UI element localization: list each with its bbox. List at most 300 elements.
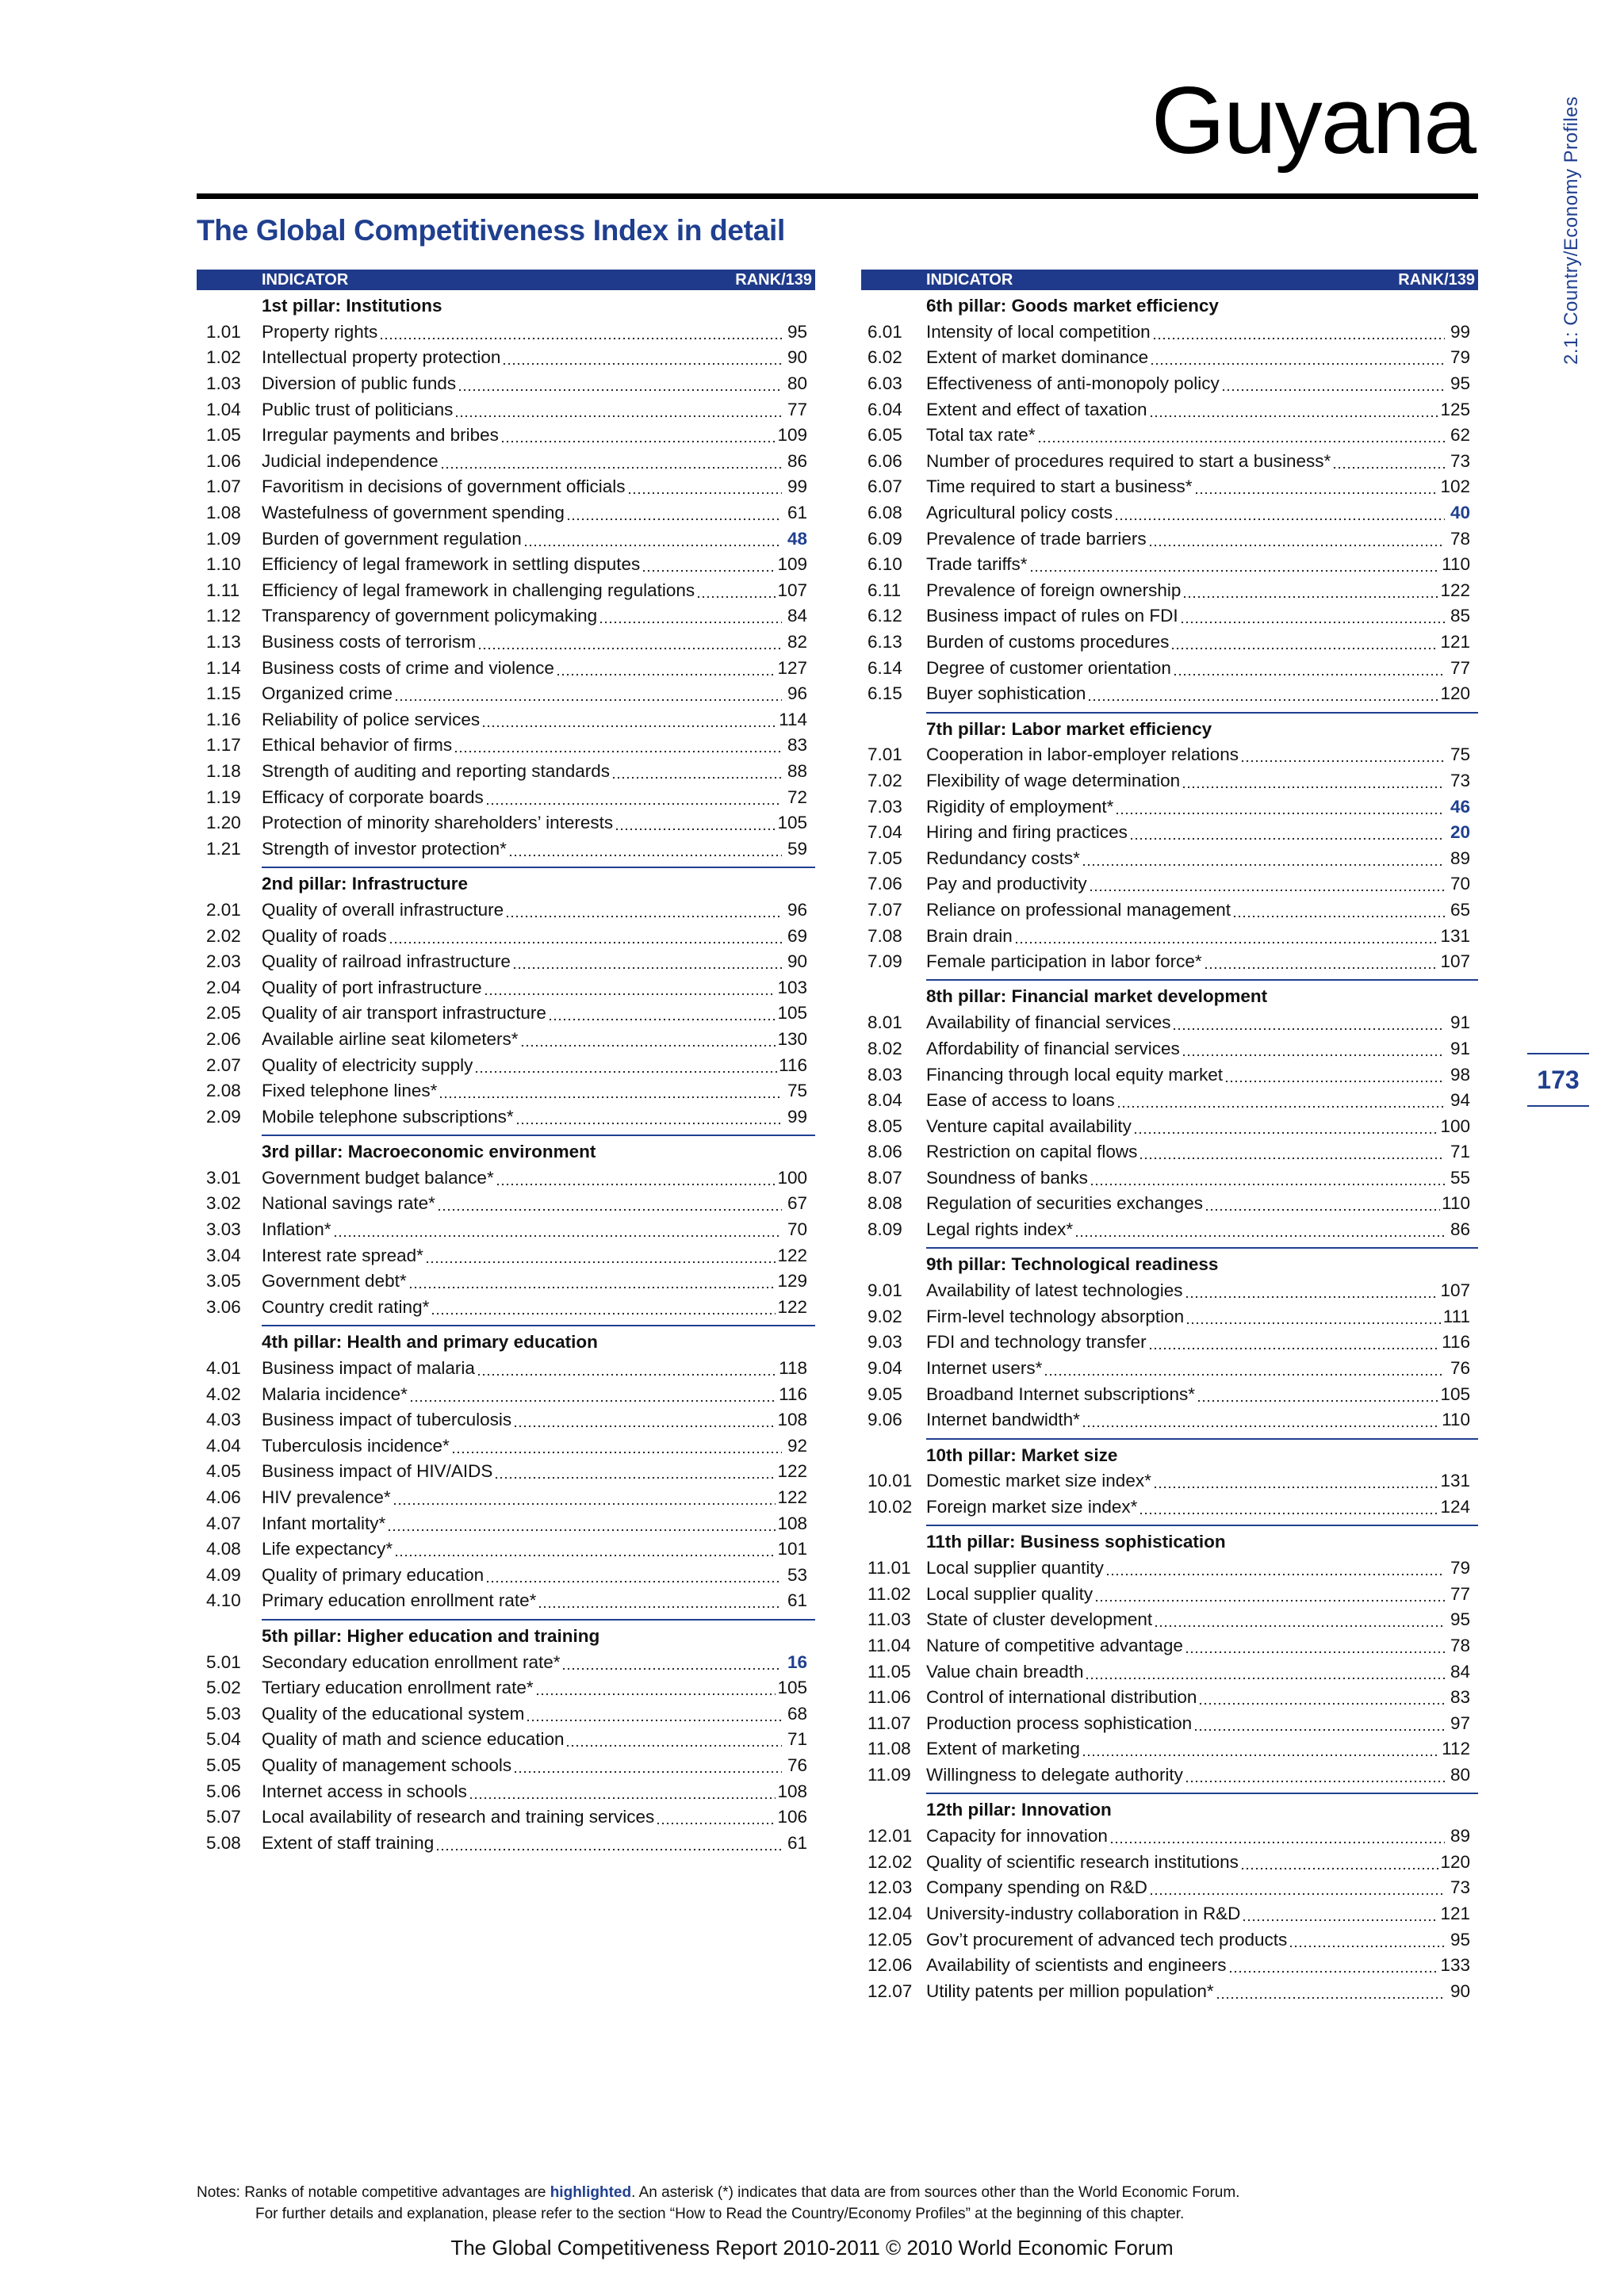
indicator-number: 6.12 bbox=[868, 606, 902, 626]
indicator-row bbox=[197, 578, 815, 604]
indicator-row bbox=[197, 1701, 815, 1727]
indicator-label: Quality of air transport infrastructure bbox=[262, 1003, 546, 1024]
pillar-separator bbox=[262, 1619, 815, 1621]
indicator-rank: 121 bbox=[1440, 632, 1470, 652]
indicator-rank: 59 bbox=[787, 838, 807, 859]
indicator-label: Protection of minority shareholders’ interests bbox=[262, 813, 614, 833]
indicator-number: 7.09 bbox=[868, 951, 902, 972]
section-title: The Global Competitiveness Index in detail bbox=[197, 214, 785, 247]
indicator-number: 10.01 bbox=[868, 1471, 913, 1491]
indicator-rank: 86 bbox=[787, 450, 807, 471]
indicator-number: 12.06 bbox=[868, 1955, 913, 1976]
indicator-rank: 114 bbox=[779, 709, 807, 729]
dot-leader bbox=[538, 1592, 782, 1609]
pillar-title: 11th pillar: Business sophistication bbox=[926, 1532, 1226, 1552]
indicator-rank: 131 bbox=[1440, 1471, 1470, 1491]
indicator-label: Prevalence of trade barriers bbox=[926, 528, 1147, 549]
indicator-row bbox=[197, 1407, 815, 1433]
indicator-label: Time required to start a business* bbox=[926, 476, 1193, 497]
country-title: Guyana bbox=[1151, 67, 1475, 174]
indicator-number: 11.02 bbox=[868, 1583, 911, 1604]
dot-leader bbox=[440, 453, 782, 470]
indicator-row bbox=[197, 759, 815, 785]
dot-leader bbox=[439, 1082, 782, 1100]
indicator-label: Capacity for innovation bbox=[926, 1826, 1108, 1846]
indicator-rank: 110 bbox=[1442, 1410, 1470, 1430]
indicator-row bbox=[197, 1165, 815, 1192]
indicator-row bbox=[197, 1242, 815, 1269]
indicator-row bbox=[197, 474, 815, 500]
pillar-separator bbox=[262, 867, 815, 868]
indicator-row bbox=[861, 845, 1478, 871]
indicator-rank: 107 bbox=[777, 580, 807, 600]
dot-leader bbox=[1172, 1014, 1445, 1031]
indicator-label: Diversion of public funds bbox=[262, 373, 457, 394]
indicator-row bbox=[861, 1556, 1478, 1582]
indicator-rank: 101 bbox=[777, 1539, 807, 1559]
side-section-label bbox=[1556, 95, 1588, 365]
indicator-row bbox=[861, 1088, 1478, 1114]
indicator-label: Reliance on professional management bbox=[926, 899, 1231, 920]
notes-line1-rest: . An asterisk (*) indicates that data are from sources other than the World Economic Forum. bbox=[631, 2184, 1240, 2201]
indicator-rank: 120 bbox=[1440, 1851, 1470, 1872]
indicator-row bbox=[861, 603, 1478, 629]
indicator-row bbox=[197, 1675, 815, 1701]
indicator-label: Financing through local equity market bbox=[926, 1064, 1223, 1085]
indicator-rank: 61 bbox=[787, 503, 807, 523]
indicator-number: 6.13 bbox=[868, 632, 902, 652]
indicator-number: 3.06 bbox=[206, 1296, 241, 1317]
indicator-number: 7.05 bbox=[868, 848, 902, 868]
indicator-label: Intellectual property protection bbox=[262, 347, 501, 368]
dot-leader bbox=[1074, 1221, 1445, 1238]
indicator-row bbox=[861, 1875, 1478, 1901]
indicator-label: Effectiveness of anti-monopoly policy bbox=[926, 373, 1220, 394]
indicator-rank-highlighted: 48 bbox=[787, 528, 807, 549]
indicator-label: Inflation* bbox=[262, 1219, 331, 1240]
indicator-label: Nature of competitive advantage bbox=[926, 1635, 1183, 1655]
indicator-rank: 90 bbox=[787, 951, 807, 972]
indicator-row bbox=[861, 1278, 1478, 1304]
indicator-label: Interest rate spread* bbox=[262, 1245, 423, 1265]
indicator-label: Quality of math and science education bbox=[262, 1729, 565, 1750]
indicator-label: Willingness to delegate authority bbox=[926, 1764, 1183, 1785]
indicator-rank: 116 bbox=[779, 1054, 807, 1075]
indicator-rank: 84 bbox=[1450, 1661, 1470, 1682]
indicator-number: 5.05 bbox=[206, 1755, 241, 1775]
dot-leader bbox=[1185, 1282, 1439, 1299]
indicator-row bbox=[861, 1927, 1478, 1953]
indicator-row bbox=[861, 1710, 1478, 1736]
indicator-rank: 83 bbox=[1450, 1687, 1470, 1708]
indicator-number: 6.05 bbox=[868, 425, 902, 446]
indicator-row bbox=[197, 1381, 815, 1407]
indicator-number: 12.05 bbox=[868, 1929, 913, 1950]
indicator-rank: 102 bbox=[1440, 476, 1470, 497]
indicator-label: Availability of latest technologies bbox=[926, 1280, 1183, 1301]
dot-leader bbox=[379, 323, 782, 341]
indicator-rank: 130 bbox=[777, 1028, 807, 1049]
indicator-row bbox=[861, 742, 1478, 768]
dot-leader bbox=[481, 711, 777, 729]
dot-leader bbox=[394, 685, 782, 702]
indicator-label: Production process sophistication bbox=[926, 1712, 1193, 1733]
pillar-title: 1st pillar: Institutions bbox=[262, 296, 442, 316]
indicator-row bbox=[861, 923, 1478, 949]
dot-leader bbox=[1153, 1472, 1439, 1490]
dot-leader bbox=[1332, 453, 1445, 470]
indicator-rank: 129 bbox=[777, 1271, 807, 1292]
indicator-rank: 96 bbox=[787, 683, 807, 704]
indicator-number: 8.02 bbox=[868, 1038, 902, 1058]
dot-leader bbox=[333, 1221, 782, 1238]
pillar-title: 8th pillar: Financial market development bbox=[926, 986, 1268, 1007]
indicator-number: 9.03 bbox=[868, 1332, 902, 1353]
dot-leader bbox=[1240, 1854, 1439, 1871]
indicator-label: Brain drain bbox=[926, 925, 1013, 946]
indicator-number: 4.10 bbox=[206, 1590, 241, 1611]
indicator-rank: 109 bbox=[777, 425, 807, 446]
indicator-row bbox=[861, 655, 1478, 681]
indicator-row bbox=[197, 836, 815, 862]
indicator-row bbox=[197, 1001, 815, 1027]
indicator-rank: 55 bbox=[1450, 1167, 1470, 1188]
dot-leader bbox=[1089, 875, 1445, 893]
indicator-rank: 99 bbox=[1450, 321, 1470, 342]
indicator-row bbox=[861, 1468, 1478, 1494]
indicator-label: State of cluster development bbox=[926, 1609, 1153, 1630]
indicator-rank: 61 bbox=[787, 1590, 807, 1611]
indicator-number: 5.02 bbox=[206, 1678, 241, 1698]
dot-leader bbox=[458, 375, 782, 392]
indicator-number: 1.16 bbox=[206, 709, 241, 729]
indicator-row bbox=[197, 923, 815, 949]
indicator-number: 4.01 bbox=[206, 1358, 241, 1379]
indicator-row bbox=[197, 1830, 815, 1856]
indicator-number: 4.09 bbox=[206, 1564, 241, 1585]
indicator-label: Quality of scientific research institutions bbox=[926, 1851, 1239, 1872]
dot-leader bbox=[474, 1057, 777, 1074]
indicator-label: Fixed telephone lines* bbox=[262, 1081, 438, 1101]
indicator-label: Local supplier quantity bbox=[926, 1558, 1104, 1578]
indicator-number: 8.01 bbox=[868, 1012, 902, 1033]
indicator-row bbox=[197, 681, 815, 707]
indicator-number: 1.05 bbox=[206, 425, 241, 446]
dot-leader bbox=[1232, 901, 1445, 919]
indicator-label: Local supplier quality bbox=[926, 1583, 1094, 1604]
pillar-title: 5th pillar: Higher education and training bbox=[262, 1625, 600, 1646]
dot-leader bbox=[1185, 1766, 1445, 1784]
indicator-row bbox=[861, 1685, 1478, 1711]
indicator-row bbox=[861, 1494, 1478, 1521]
indicator-number: 6.06 bbox=[868, 450, 902, 471]
dot-leader bbox=[1152, 323, 1445, 341]
indicator-rank: 76 bbox=[1450, 1358, 1470, 1379]
indicator-label: Quality of railroad infrastructure bbox=[262, 951, 511, 972]
indicator-row bbox=[197, 1563, 815, 1589]
dot-leader bbox=[1129, 824, 1445, 841]
notes-prefix: Notes: Ranks of notable competitive advantages are bbox=[197, 2184, 550, 2201]
indicator-row bbox=[197, 345, 815, 371]
indicator-number: 12.03 bbox=[868, 1877, 913, 1898]
indicator-row bbox=[197, 655, 815, 681]
indicator-rank: 108 bbox=[777, 1410, 807, 1430]
dot-leader bbox=[611, 763, 782, 780]
indicator-rank: 94 bbox=[1450, 1090, 1470, 1111]
pillar-title: 12th pillar: Innovation bbox=[926, 1800, 1112, 1820]
indicator-label: Favoritism in decisions of government officials bbox=[262, 476, 626, 497]
indicator-label: Wastefulness of government spending bbox=[262, 503, 565, 523]
indicator-row bbox=[197, 1727, 815, 1753]
indicator-row bbox=[197, 1356, 815, 1382]
indicator-number: 6.01 bbox=[868, 321, 902, 342]
indicator-number: 2.02 bbox=[206, 925, 241, 946]
indicator-number: 1.15 bbox=[206, 683, 241, 704]
indicator-rank: 85 bbox=[1450, 606, 1470, 626]
dot-leader bbox=[1221, 375, 1445, 392]
indicator-label: Available airline seat kilometers* bbox=[262, 1028, 519, 1049]
indicator-row bbox=[861, 1217, 1478, 1243]
indicator-number: 7.07 bbox=[868, 899, 902, 920]
side-section-label-text: 2.1: Country/Economy Profiles bbox=[1561, 96, 1582, 365]
indicator-rank: 90 bbox=[1450, 1980, 1470, 2001]
pillar-separator bbox=[926, 1438, 1478, 1440]
indicator-label: Legal rights index* bbox=[926, 1219, 1074, 1240]
indicator-rank: 127 bbox=[777, 657, 807, 678]
indicator-number: 1.14 bbox=[206, 657, 241, 678]
indicator-row bbox=[197, 974, 815, 1001]
indicator-row bbox=[861, 526, 1478, 552]
indicator-number: 1.11 bbox=[206, 580, 240, 600]
dot-leader bbox=[1115, 798, 1445, 816]
indicator-rank: 71 bbox=[1450, 1142, 1470, 1162]
indicator-label: Irregular payments and bribes bbox=[262, 425, 499, 446]
dot-leader bbox=[513, 1411, 776, 1429]
dot-leader bbox=[1216, 1983, 1445, 2000]
indicator-rank: 73 bbox=[1450, 450, 1470, 471]
indicator-number: 6.02 bbox=[868, 347, 902, 368]
indicator-label: Extent and effect of taxation bbox=[926, 399, 1147, 419]
indicator-label: Judicial independence bbox=[262, 450, 439, 471]
indicator-rank: 78 bbox=[1450, 528, 1470, 549]
indicator-rank: 98 bbox=[1450, 1064, 1470, 1085]
header-indicator: INDICATOR bbox=[926, 270, 1013, 289]
header-rank: RANK/139 bbox=[1398, 270, 1475, 289]
indicator-rank: 88 bbox=[787, 760, 807, 781]
indicator-number: 5.01 bbox=[206, 1651, 241, 1672]
indicator-rank: 62 bbox=[1450, 425, 1470, 446]
indicator-rank-highlighted: 40 bbox=[1450, 503, 1470, 523]
indicator-rank: 133 bbox=[1440, 1955, 1470, 1976]
indicator-rank: 121 bbox=[1440, 1903, 1470, 1923]
indicator-number: 8.06 bbox=[868, 1142, 902, 1162]
indicator-number: 12.01 bbox=[868, 1826, 913, 1846]
dot-leader bbox=[548, 1004, 776, 1022]
indicator-row bbox=[197, 784, 815, 810]
indicator-number: 4.05 bbox=[206, 1461, 241, 1482]
indicator-number: 2.08 bbox=[206, 1081, 241, 1101]
pillar-separator bbox=[262, 1325, 815, 1326]
indicator-label: Intensity of local competition bbox=[926, 321, 1151, 342]
indicator-rank: 100 bbox=[1440, 1115, 1470, 1136]
dot-leader bbox=[1087, 685, 1438, 702]
indicator-row bbox=[197, 1027, 815, 1053]
dot-leader bbox=[1105, 1559, 1445, 1577]
indicator-row bbox=[861, 1978, 1478, 2004]
indicator-number: 2.06 bbox=[206, 1028, 241, 1049]
footer: The Global Competitiveness Report 2010-2011 © 2010 World Economic Forum bbox=[450, 2236, 1174, 2260]
indicator-label: Total tax rate* bbox=[926, 425, 1036, 446]
indicator-label: Number of procedures required to start a business* bbox=[926, 450, 1331, 471]
indicator-row bbox=[197, 949, 815, 975]
indicator-rank: 110 bbox=[1442, 554, 1470, 575]
indicator-number: 8.07 bbox=[868, 1167, 902, 1188]
indicator-row bbox=[861, 1062, 1478, 1088]
indicator-label: Prevalence of foreign ownership bbox=[926, 580, 1182, 600]
indicator-rank: 118 bbox=[779, 1358, 807, 1379]
indicator-rank: 122 bbox=[777, 1296, 807, 1317]
dot-leader bbox=[520, 1031, 776, 1048]
indicator-rank: 103 bbox=[777, 977, 807, 997]
indicator-rank: 90 bbox=[787, 347, 807, 368]
dot-leader bbox=[1014, 928, 1439, 945]
indicator-rank: 110 bbox=[1442, 1193, 1470, 1214]
table-header-left bbox=[197, 270, 815, 290]
indicator-number: 8.09 bbox=[868, 1219, 902, 1240]
indicator-label: Efficiency of legal framework in challenging regulations bbox=[262, 580, 695, 600]
indicator-number: 7.04 bbox=[868, 822, 902, 843]
indicator-number: 8.05 bbox=[868, 1115, 902, 1136]
indicator-row bbox=[197, 423, 815, 449]
indicator-rank-highlighted: 16 bbox=[787, 1651, 807, 1672]
indicator-label: Value chain breadth bbox=[926, 1661, 1084, 1682]
indicator-row bbox=[197, 1536, 815, 1563]
indicator-label: Business impact of rules on FDI bbox=[926, 606, 1178, 626]
indicator-label: Extent of marketing bbox=[926, 1739, 1080, 1759]
indicator-row bbox=[861, 897, 1478, 924]
indicator-rank: 122 bbox=[777, 1245, 807, 1265]
dot-leader bbox=[1228, 1957, 1439, 1974]
indicator-label: Business costs of crime and violence bbox=[262, 657, 554, 678]
indicator-row bbox=[197, 371, 815, 397]
indicator-row bbox=[197, 897, 815, 924]
indicator-number: 11.09 bbox=[868, 1764, 911, 1785]
pillar-title: 4th pillar: Health and primary education bbox=[262, 1332, 598, 1353]
indicator-row bbox=[861, 1582, 1478, 1608]
dot-leader bbox=[1182, 772, 1445, 790]
dot-leader bbox=[565, 1731, 782, 1748]
indicator-rank: 79 bbox=[1450, 1558, 1470, 1578]
indicator-rank: 112 bbox=[1442, 1739, 1470, 1759]
dot-leader bbox=[556, 660, 776, 677]
indicator-number: 3.05 bbox=[206, 1271, 241, 1292]
indicator-number: 7.02 bbox=[868, 770, 902, 790]
pillar-title: 7th pillar: Labor market efficiency bbox=[926, 718, 1212, 739]
indicator-label: FDI and technology transfer bbox=[926, 1332, 1147, 1353]
indicator-label: Organized crime bbox=[262, 683, 393, 704]
notes bbox=[197, 2182, 1239, 2225]
indicator-rank: 72 bbox=[787, 786, 807, 807]
indicator-row bbox=[861, 1607, 1478, 1633]
dot-leader bbox=[1182, 582, 1438, 599]
indicator-row bbox=[197, 707, 815, 733]
indicator-row bbox=[197, 1295, 815, 1321]
indicator-row bbox=[197, 1510, 815, 1536]
indicator-row bbox=[197, 1191, 815, 1217]
dot-leader bbox=[1037, 427, 1445, 444]
indicator-number: 6.04 bbox=[868, 399, 902, 419]
indicator-number: 2.01 bbox=[206, 899, 241, 920]
dot-leader bbox=[1133, 1118, 1439, 1135]
indicator-row bbox=[861, 552, 1478, 578]
dot-leader bbox=[469, 1783, 776, 1800]
indicator-label: Business costs of terrorism bbox=[262, 632, 477, 652]
indicator-rank: 124 bbox=[1440, 1497, 1470, 1517]
dot-leader bbox=[1289, 1931, 1445, 1949]
dot-leader bbox=[642, 556, 776, 573]
indicator-row bbox=[861, 1356, 1478, 1382]
indicator-rank: 95 bbox=[1450, 373, 1470, 394]
indicator-label: Internet access in schools bbox=[262, 1781, 467, 1801]
dot-leader bbox=[1185, 1637, 1445, 1655]
indicator-row bbox=[197, 500, 815, 526]
indicator-label: Primary education enrollment rate* bbox=[262, 1590, 537, 1611]
indicator-label: Property rights bbox=[262, 321, 378, 342]
indicator-label: Restriction on capital flows bbox=[926, 1142, 1138, 1162]
indicator-label: Quality of electricity supply bbox=[262, 1054, 473, 1075]
dot-leader bbox=[561, 1654, 782, 1671]
indicator-label: Availability of scientists and engineers bbox=[926, 1955, 1227, 1976]
pillar-separator bbox=[926, 712, 1478, 714]
indicator-label: Government budget balance* bbox=[262, 1167, 494, 1188]
indicator-row bbox=[197, 1753, 815, 1779]
dot-leader bbox=[599, 607, 782, 625]
dot-leader bbox=[409, 1386, 777, 1403]
indicator-label: Strength of investor protection* bbox=[262, 838, 507, 859]
dot-leader bbox=[505, 901, 782, 919]
indicator-label: Gov’t procurement of advanced tech products bbox=[926, 1929, 1288, 1950]
dot-leader bbox=[615, 814, 776, 832]
indicator-row bbox=[197, 1649, 815, 1675]
indicator-number: 1.02 bbox=[206, 347, 241, 368]
indicator-label: Local availability of research and training services bbox=[262, 1807, 655, 1827]
dot-leader bbox=[696, 582, 776, 599]
indicator-row bbox=[861, 500, 1478, 526]
dot-leader bbox=[656, 1808, 776, 1826]
indicator-row bbox=[197, 449, 815, 475]
indicator-label: Company spending on R&D bbox=[926, 1877, 1147, 1898]
indicator-label: Business impact of malaria bbox=[262, 1358, 475, 1379]
indicator-rank: 91 bbox=[1450, 1012, 1470, 1033]
indicator-row bbox=[197, 1459, 815, 1485]
dot-leader bbox=[477, 1360, 777, 1377]
indicator-number: 4.03 bbox=[206, 1410, 241, 1430]
indicator-label: Quality of the educational system bbox=[262, 1703, 525, 1724]
header-rank: RANK/139 bbox=[735, 270, 812, 289]
indicator-rank: 77 bbox=[787, 399, 807, 419]
indicator-rank-highlighted: 20 bbox=[1450, 822, 1470, 843]
indicator-number: 2.04 bbox=[206, 977, 241, 997]
indicator-row bbox=[861, 1330, 1478, 1356]
dot-leader bbox=[523, 530, 782, 548]
indicator-label: National savings rate* bbox=[262, 1193, 435, 1214]
indicator-number: 9.04 bbox=[868, 1358, 902, 1379]
indicator-label: Venture capital availability bbox=[926, 1115, 1132, 1136]
indicator-number: 1.07 bbox=[206, 476, 241, 497]
indicator-number: 3.02 bbox=[206, 1193, 241, 1214]
indicator-row bbox=[861, 768, 1478, 794]
indicator-rank: 83 bbox=[787, 735, 807, 756]
